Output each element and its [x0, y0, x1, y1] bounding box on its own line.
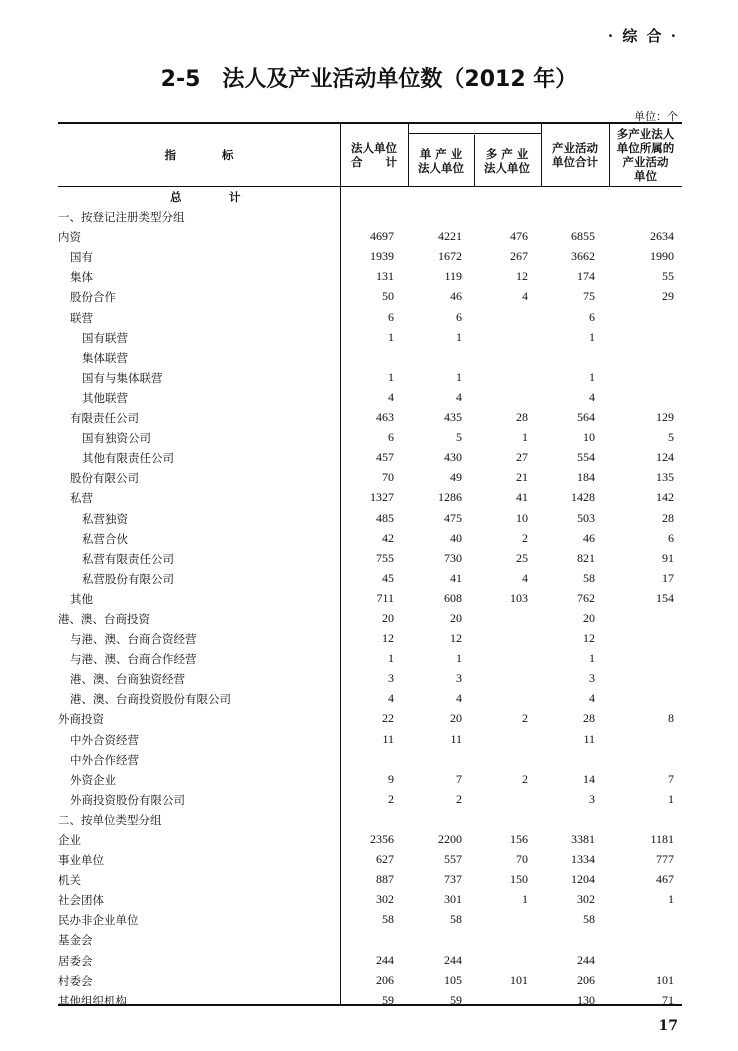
row-value: 101: [656, 972, 674, 987]
row-value: 2: [522, 711, 528, 726]
row-label: 一、按登记注册类型分组: [58, 210, 185, 225]
row-value: 50: [382, 289, 394, 304]
row-value: 10: [516, 510, 528, 525]
row-value: 737: [444, 872, 462, 887]
table-row: [58, 729, 682, 749]
header-multi-activity: 多产业法人 单位所属的 产业活动 单位: [616, 127, 675, 183]
row-value: 20: [450, 711, 462, 726]
row-value: 7: [668, 771, 674, 786]
row-value: 20: [450, 610, 462, 625]
row-label: 其他有限责任公司: [82, 451, 174, 466]
table-row: [58, 307, 682, 327]
row-value: 58: [583, 570, 595, 585]
row-value: 124: [656, 450, 674, 465]
row-value: 28: [583, 711, 595, 726]
row-value: 3: [589, 671, 595, 686]
row-value: 184: [577, 470, 595, 485]
section-tag: · 综 合 ·: [607, 27, 678, 45]
row-value: 103: [510, 590, 528, 605]
row-value: 11: [583, 731, 595, 746]
unit-label: 单位：个: [634, 110, 678, 123]
row-label: 其他组织机构: [58, 993, 127, 1008]
row-label: 社会团体: [58, 893, 104, 908]
table-row: [58, 467, 682, 487]
table-row: [58, 447, 682, 467]
row-value: 12: [583, 631, 595, 646]
row-value: 554: [577, 450, 595, 465]
row-value: 27: [516, 450, 528, 465]
row-value: 4: [456, 389, 462, 404]
row-value: 608: [444, 590, 462, 605]
row-value: 4: [522, 289, 528, 304]
row-value: 711: [376, 590, 394, 605]
row-value: 302: [376, 892, 394, 907]
row-value: 1: [388, 329, 394, 344]
row-value: 6: [668, 530, 674, 545]
row-value: 156: [510, 832, 528, 846]
row-label: 外商投资: [58, 712, 104, 727]
table-row: [58, 347, 682, 367]
row-label: 村委会: [58, 973, 93, 988]
row-value: 20: [382, 610, 394, 625]
row-value: 4: [589, 389, 595, 404]
table-row: [58, 266, 682, 286]
row-value: 1204: [571, 872, 595, 887]
table-row: [58, 789, 682, 809]
row-value: 1: [589, 369, 595, 384]
row-value: 206: [376, 972, 394, 987]
row-value: 467: [656, 872, 674, 887]
row-label: 港、澳、台商投资股份有限公司: [70, 692, 231, 707]
header-activity-total: 产业活动 单位合计: [552, 141, 598, 169]
row-value: 475: [444, 510, 462, 525]
row-value: 435: [444, 410, 462, 425]
table-row: [58, 668, 682, 688]
row-label: 私营合伙: [82, 531, 128, 546]
row-value: 1: [456, 329, 462, 344]
row-value: 41: [516, 490, 528, 505]
row-value: 3662: [571, 249, 595, 264]
row-value: 49: [450, 470, 462, 485]
row-value: 58: [583, 912, 595, 927]
page-number: 17: [658, 1018, 678, 1034]
table-row: [58, 990, 682, 1010]
table-row: [58, 869, 682, 889]
row-label: 中外合作经营: [70, 752, 139, 767]
row-value: 10: [583, 430, 595, 445]
row-label: 国有独资公司: [82, 431, 151, 446]
row-value: 457: [376, 450, 394, 465]
row-value: 557: [444, 852, 462, 867]
row-value: 11: [382, 731, 394, 746]
row-value: 730: [444, 550, 462, 565]
row-value: 119: [444, 269, 462, 284]
row-value: 430: [444, 450, 462, 465]
row-label: 私营独资: [82, 511, 128, 526]
table-row: [58, 628, 682, 648]
row-value: 20: [583, 610, 595, 625]
row-value: 2: [522, 771, 528, 786]
row-value: 564: [577, 410, 595, 425]
row-value: 55: [662, 269, 674, 284]
row-label: 其他联营: [82, 390, 128, 405]
row-label: 基金会: [58, 933, 93, 948]
header-indicator: 指 标: [164, 148, 234, 162]
row-value: 267: [510, 249, 528, 264]
table-row: [58, 508, 682, 528]
row-value: 4221: [438, 229, 462, 244]
row-value: 1286: [438, 490, 462, 505]
row-label: 股份合作: [70, 290, 116, 305]
row-value: 301: [444, 892, 462, 907]
row-value: 2634: [650, 229, 674, 244]
row-value: 4: [589, 691, 595, 706]
row-value: 3: [589, 791, 595, 806]
row-value: 6: [456, 309, 462, 324]
table-row: [58, 487, 682, 507]
row-label: 国有与集体联营: [82, 370, 163, 385]
table-row: [58, 327, 682, 347]
row-value: 2: [522, 530, 528, 545]
row-value: 1: [522, 892, 528, 907]
row-label: 中外合资经营: [70, 732, 139, 747]
row-value: 1: [388, 369, 394, 384]
row-value: 17: [662, 570, 674, 585]
row-value: 4: [456, 691, 462, 706]
row-value: 2200: [438, 832, 462, 846]
row-value: 1: [589, 329, 595, 344]
table-row: [58, 749, 682, 769]
row-value: 8: [668, 711, 674, 726]
row-value: 1: [456, 369, 462, 384]
row-value: 42: [382, 530, 394, 545]
table-row: [58, 367, 682, 387]
row-value: 4: [388, 389, 394, 404]
table-row: [58, 849, 682, 869]
row-value: 1: [668, 791, 674, 806]
total-row: [58, 186, 682, 206]
row-value: 28: [662, 510, 674, 525]
row-value: 1: [388, 651, 394, 666]
table-row: [58, 889, 682, 909]
row-value: 485: [376, 510, 394, 525]
row-value: 70: [382, 470, 394, 485]
row-value: 46: [450, 289, 462, 304]
row-value: 1672: [438, 249, 462, 264]
row-value: 25: [516, 550, 528, 565]
row-label: 与港、澳、台商合作经营: [70, 652, 197, 667]
row-value: 41: [450, 570, 462, 585]
table-body: [58, 186, 682, 1010]
header-multi-industry: 多 产 业 法人单位: [484, 146, 530, 175]
row-label: 外商投资股份有限公司: [70, 792, 185, 807]
row-value: 91: [662, 550, 674, 565]
row-label: 国有: [70, 250, 93, 265]
table-row: [58, 769, 682, 789]
row-label: 有限责任公司: [70, 411, 139, 426]
row-value: 244: [376, 952, 394, 967]
row-value: 476: [510, 229, 528, 244]
table-row: [58, 226, 682, 246]
row-value: 70: [516, 852, 528, 867]
row-label: 国有联营: [82, 330, 128, 345]
table-row: [58, 407, 682, 427]
row-value: 4: [388, 691, 394, 706]
row-label: 联营: [70, 310, 93, 325]
table-header: [58, 122, 682, 187]
row-value: 6: [388, 430, 394, 445]
row-value: 7: [456, 771, 462, 786]
row-value: 3: [388, 671, 394, 686]
table-row: [58, 608, 682, 628]
row-value: 58: [450, 912, 462, 927]
row-value: 887: [376, 872, 394, 887]
row-value: 101: [510, 972, 528, 987]
row-value: 1334: [571, 852, 595, 867]
row-label: 民办非企业单位: [58, 913, 139, 928]
row-value: 5: [668, 430, 674, 445]
row-value: 150: [510, 872, 528, 887]
row-value: 244: [577, 952, 595, 967]
row-value: 142: [656, 490, 674, 505]
table-row: [58, 829, 682, 849]
row-value: 6855: [571, 229, 595, 244]
row-value: 1990: [650, 249, 674, 264]
row-value: 1: [589, 651, 595, 666]
row-value: 21: [516, 470, 528, 485]
row-value: 777: [656, 852, 674, 867]
row-value: 45: [382, 570, 394, 585]
row-value: 11: [450, 731, 462, 746]
row-value: 174: [577, 269, 595, 284]
row-value: 12: [382, 631, 394, 646]
table-row: [58, 929, 682, 949]
row-value: 1: [522, 430, 528, 445]
row-value: 1939: [370, 249, 394, 264]
row-value: 46: [583, 530, 595, 545]
row-value: 821: [577, 550, 595, 565]
row-label: 私营: [70, 491, 93, 506]
row-value: 762: [577, 590, 595, 605]
table-row: [58, 950, 682, 970]
table-row: [58, 528, 682, 548]
row-value: 627: [376, 852, 394, 867]
table-row: [58, 688, 682, 708]
row-value: 28: [516, 410, 528, 425]
row-value: 302: [577, 892, 595, 907]
row-value: 2: [456, 791, 462, 806]
row-value: 3381: [571, 832, 595, 846]
row-value: 5: [456, 430, 462, 445]
table-row: [58, 206, 682, 226]
row-value: 755: [376, 550, 394, 565]
row-value: 130: [577, 992, 595, 1007]
header-single-industry: 单 产 业 法人单位: [418, 146, 464, 175]
row-value: 59: [450, 992, 462, 1007]
row-value: 1181: [650, 832, 674, 846]
row-label: 事业单位: [58, 853, 104, 868]
row-value: 40: [450, 530, 462, 545]
row-value: 9: [388, 771, 394, 786]
table-row: [58, 246, 682, 266]
row-label: 集体联营: [82, 350, 128, 365]
header-legal-total: 法人单位 合 计: [351, 141, 397, 169]
row-label: 股份有限公司: [70, 471, 139, 486]
row-value: 2: [388, 791, 394, 806]
table-row: [58, 387, 682, 407]
row-value: 6: [589, 309, 595, 324]
row-value: 14: [583, 771, 595, 786]
row-value: 503: [577, 510, 595, 525]
row-value: 463: [376, 410, 394, 425]
row-value: 206: [577, 972, 595, 987]
row-label: 机关: [58, 873, 81, 888]
row-value: 4697: [370, 229, 394, 244]
row-label: 内资: [58, 230, 81, 245]
row-value: 154: [656, 590, 674, 605]
table-row: [58, 548, 682, 568]
row-value: 29: [662, 289, 674, 304]
table-row: [58, 286, 682, 306]
row-label: 与港、澳、台商合资经营: [70, 632, 197, 647]
row-label: 港、澳、台商独资经营: [70, 672, 185, 687]
row-label: 企业: [58, 833, 81, 847]
row-value: 1: [456, 651, 462, 666]
row-label: 二、按单位类型分组: [58, 812, 162, 827]
row-value: 22: [382, 711, 394, 726]
row-label: 其他: [70, 591, 93, 606]
table-row: [58, 648, 682, 668]
row-value: 12: [450, 631, 462, 646]
table-row: [58, 809, 682, 829]
row-value: 2356: [370, 832, 394, 846]
row-value: 12: [516, 269, 528, 284]
row-value: 1327: [370, 490, 394, 505]
row-label: 港、澳、台商投资: [58, 611, 150, 626]
row-label: 私营股份有限公司: [82, 571, 174, 586]
row-value: 129: [656, 410, 674, 425]
row-label: 外资企业: [70, 772, 116, 787]
table-row: [58, 568, 682, 588]
row-label: 居委会: [58, 953, 93, 968]
row-value: 58: [382, 912, 394, 927]
row-value: 6: [388, 309, 394, 324]
row-value: 105: [444, 972, 462, 987]
table-row: [58, 588, 682, 608]
row-value: 75: [583, 289, 595, 304]
table-row: [58, 708, 682, 728]
row-value: 71: [662, 992, 674, 1007]
table-row: [58, 909, 682, 929]
table-row: [58, 970, 682, 990]
table-title: 2-5 法人及产业活动单位数（2012 年）: [160, 67, 578, 92]
row-value: 4: [522, 570, 528, 585]
row-label: 集体: [70, 270, 93, 285]
row-value: 1: [668, 892, 674, 907]
row-value: 59: [382, 992, 394, 1007]
row-value: 3: [456, 671, 462, 686]
row-label: 私营有限责任公司: [82, 551, 174, 566]
row-value: 131: [376, 269, 394, 284]
table-row: [58, 427, 682, 447]
row-value: 1428: [571, 490, 595, 505]
row-value: 244: [444, 952, 462, 967]
row-value: 135: [656, 470, 674, 485]
total-label: 总 计: [170, 190, 259, 204]
